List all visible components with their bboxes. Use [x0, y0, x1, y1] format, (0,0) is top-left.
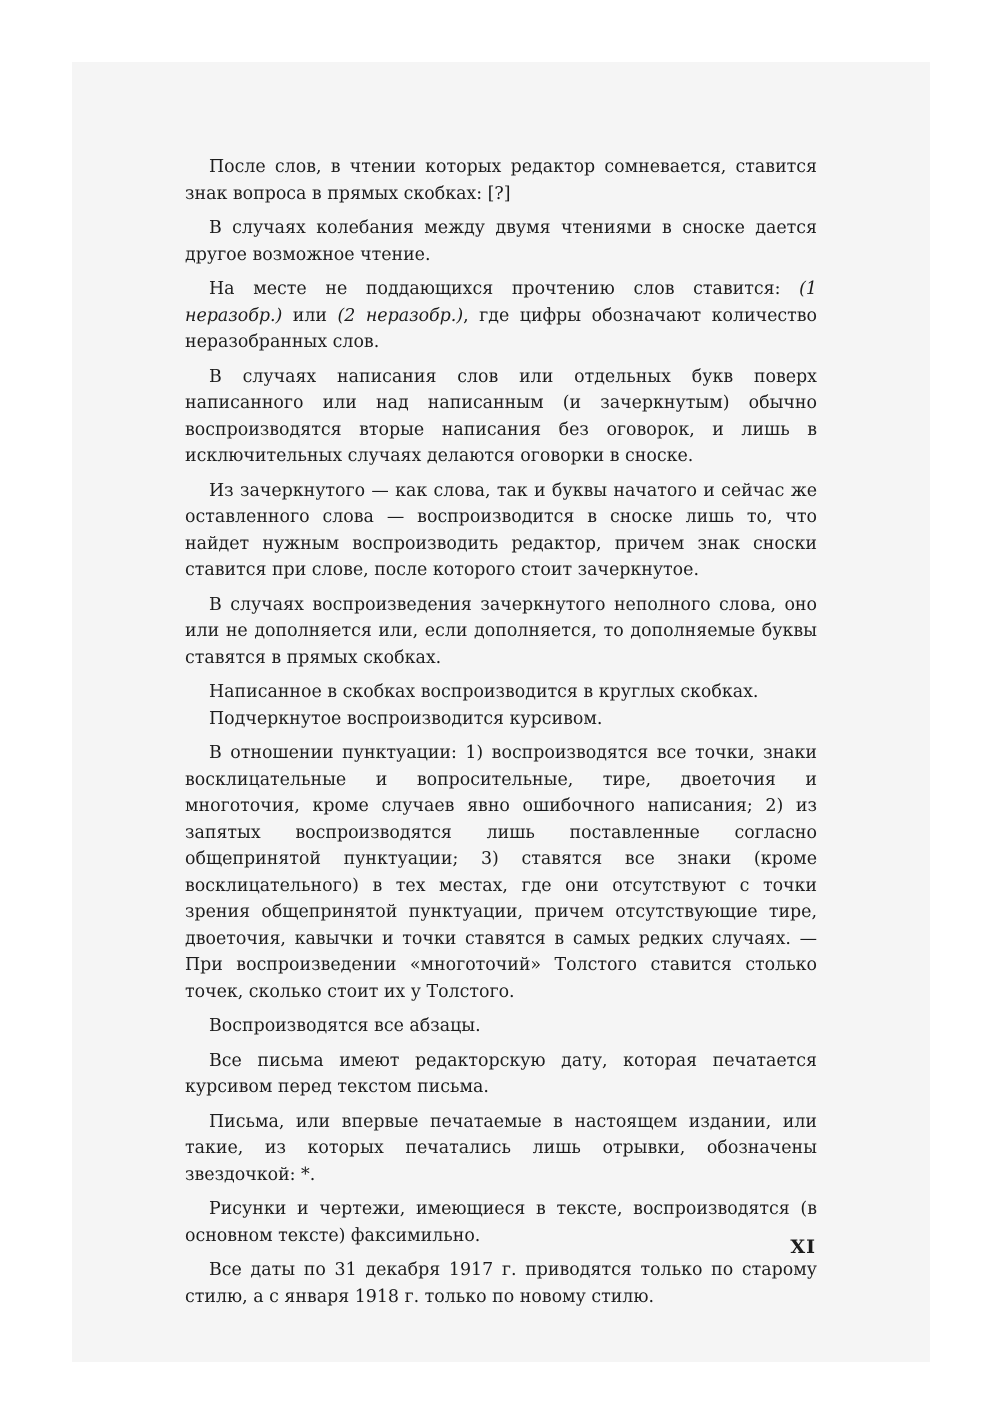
illegible-example-one: (1 неразобр.): [185, 279, 817, 326]
paragraph-uncertain-reading: После слов, в чтении которых редактор сомневается, ставится знак вопроса в прямых скобках: [?]: [185, 157, 817, 204]
paragraph-alternative-reading: В случаях колебания между двумя чтениями в сноске дается другое возможное чтение.: [185, 218, 817, 265]
paragraph-illegible-words: [185, 276, 817, 356]
page-number: XI: [790, 1236, 816, 1258]
body-text: [185, 154, 817, 1318]
paragraph-drawings: Рисунки и чертежи, имеющиеся в тексте, воспроизводятся (в основном тексте) факсимильно.: [185, 1199, 817, 1246]
paragraph-asterisk: Письма, или впервые печатаемые в настоящем издании, или такие, из которых печатались лишь отрывки, обозначены звездочкой: *.: [185, 1111, 817, 1185]
paragraph-underlined: Подчеркнутое воспроизводится курсивом.: [209, 708, 603, 729]
paragraph-crossed-out: Из зачеркнутого — как слова, так и буквы начатого и сейчас же оставленного слова — воспроизводится в сноске лишь то, что найдет нужным воспроизводить редактор, причем знак сноски ставится при слове, после которого стоит зачеркнутое.: [185, 480, 817, 580]
paragraph-incomplete-word: В случаях воспроизведения зачеркнутого неполного слова, оно или не дополняется или, если дополняется, то дополняемые буквы ставятся в прямых скобках.: [185, 594, 817, 668]
paragraph-punctuation: В отношении пунктуации: 1) воспроизводятся все точки, знаки восклицательные и вопросительные, тире, двоеточия и многоточия, кроме случаев явно ошибочного написания; 2) из запятых воспроизводятся лишь поставленные согласно общепринятой пунктуации; 3) ставятся все знаки (кроме восклицательного) в тех местах, где они отсутствуют с точки зрения общепринятой пунктуации, причем отсутствующие тире, двоеточия, кавычки и точки ставятся в самых редких случаях. — При воспроизведении «многоточий» Толстого ставится столько точек, сколько стоит их у Толстого.: [185, 743, 817, 1002]
illegible-example-two: (2 неразобр.): [337, 305, 464, 326]
illegible-text-after: , где цифры обозначают количество неразобранных слов.: [185, 305, 817, 352]
paragraph-overwritten-letters: В случаях написания слов или отдельных букв поверх написанного или над написанным (и зачеркнутым) обычно воспроизводятся вторые написания без оговорок, и лишь в исключительных случаях делаются оговорки в сноске.: [185, 366, 817, 466]
paragraph-editor-date: Все письма имеют редакторскую дату, которая печатается курсивом перед текстом письма.: [185, 1050, 817, 1097]
paragraph-dates: Все даты по 31 декабря 1917 г. приводятся только по старому стилю, а с января 1918 г. только по новому стилю.: [185, 1260, 817, 1307]
illegible-text-before: На месте не поддающихся прочтению слов ставится:: [209, 279, 800, 299]
illegible-text-middle: или: [282, 305, 338, 326]
paragraph-paragraphs: Воспроизводятся все абзацы.: [209, 1016, 481, 1036]
paragraph-round-brackets: Написанное в скобках воспроизводится в круглых скобках.: [209, 682, 759, 702]
